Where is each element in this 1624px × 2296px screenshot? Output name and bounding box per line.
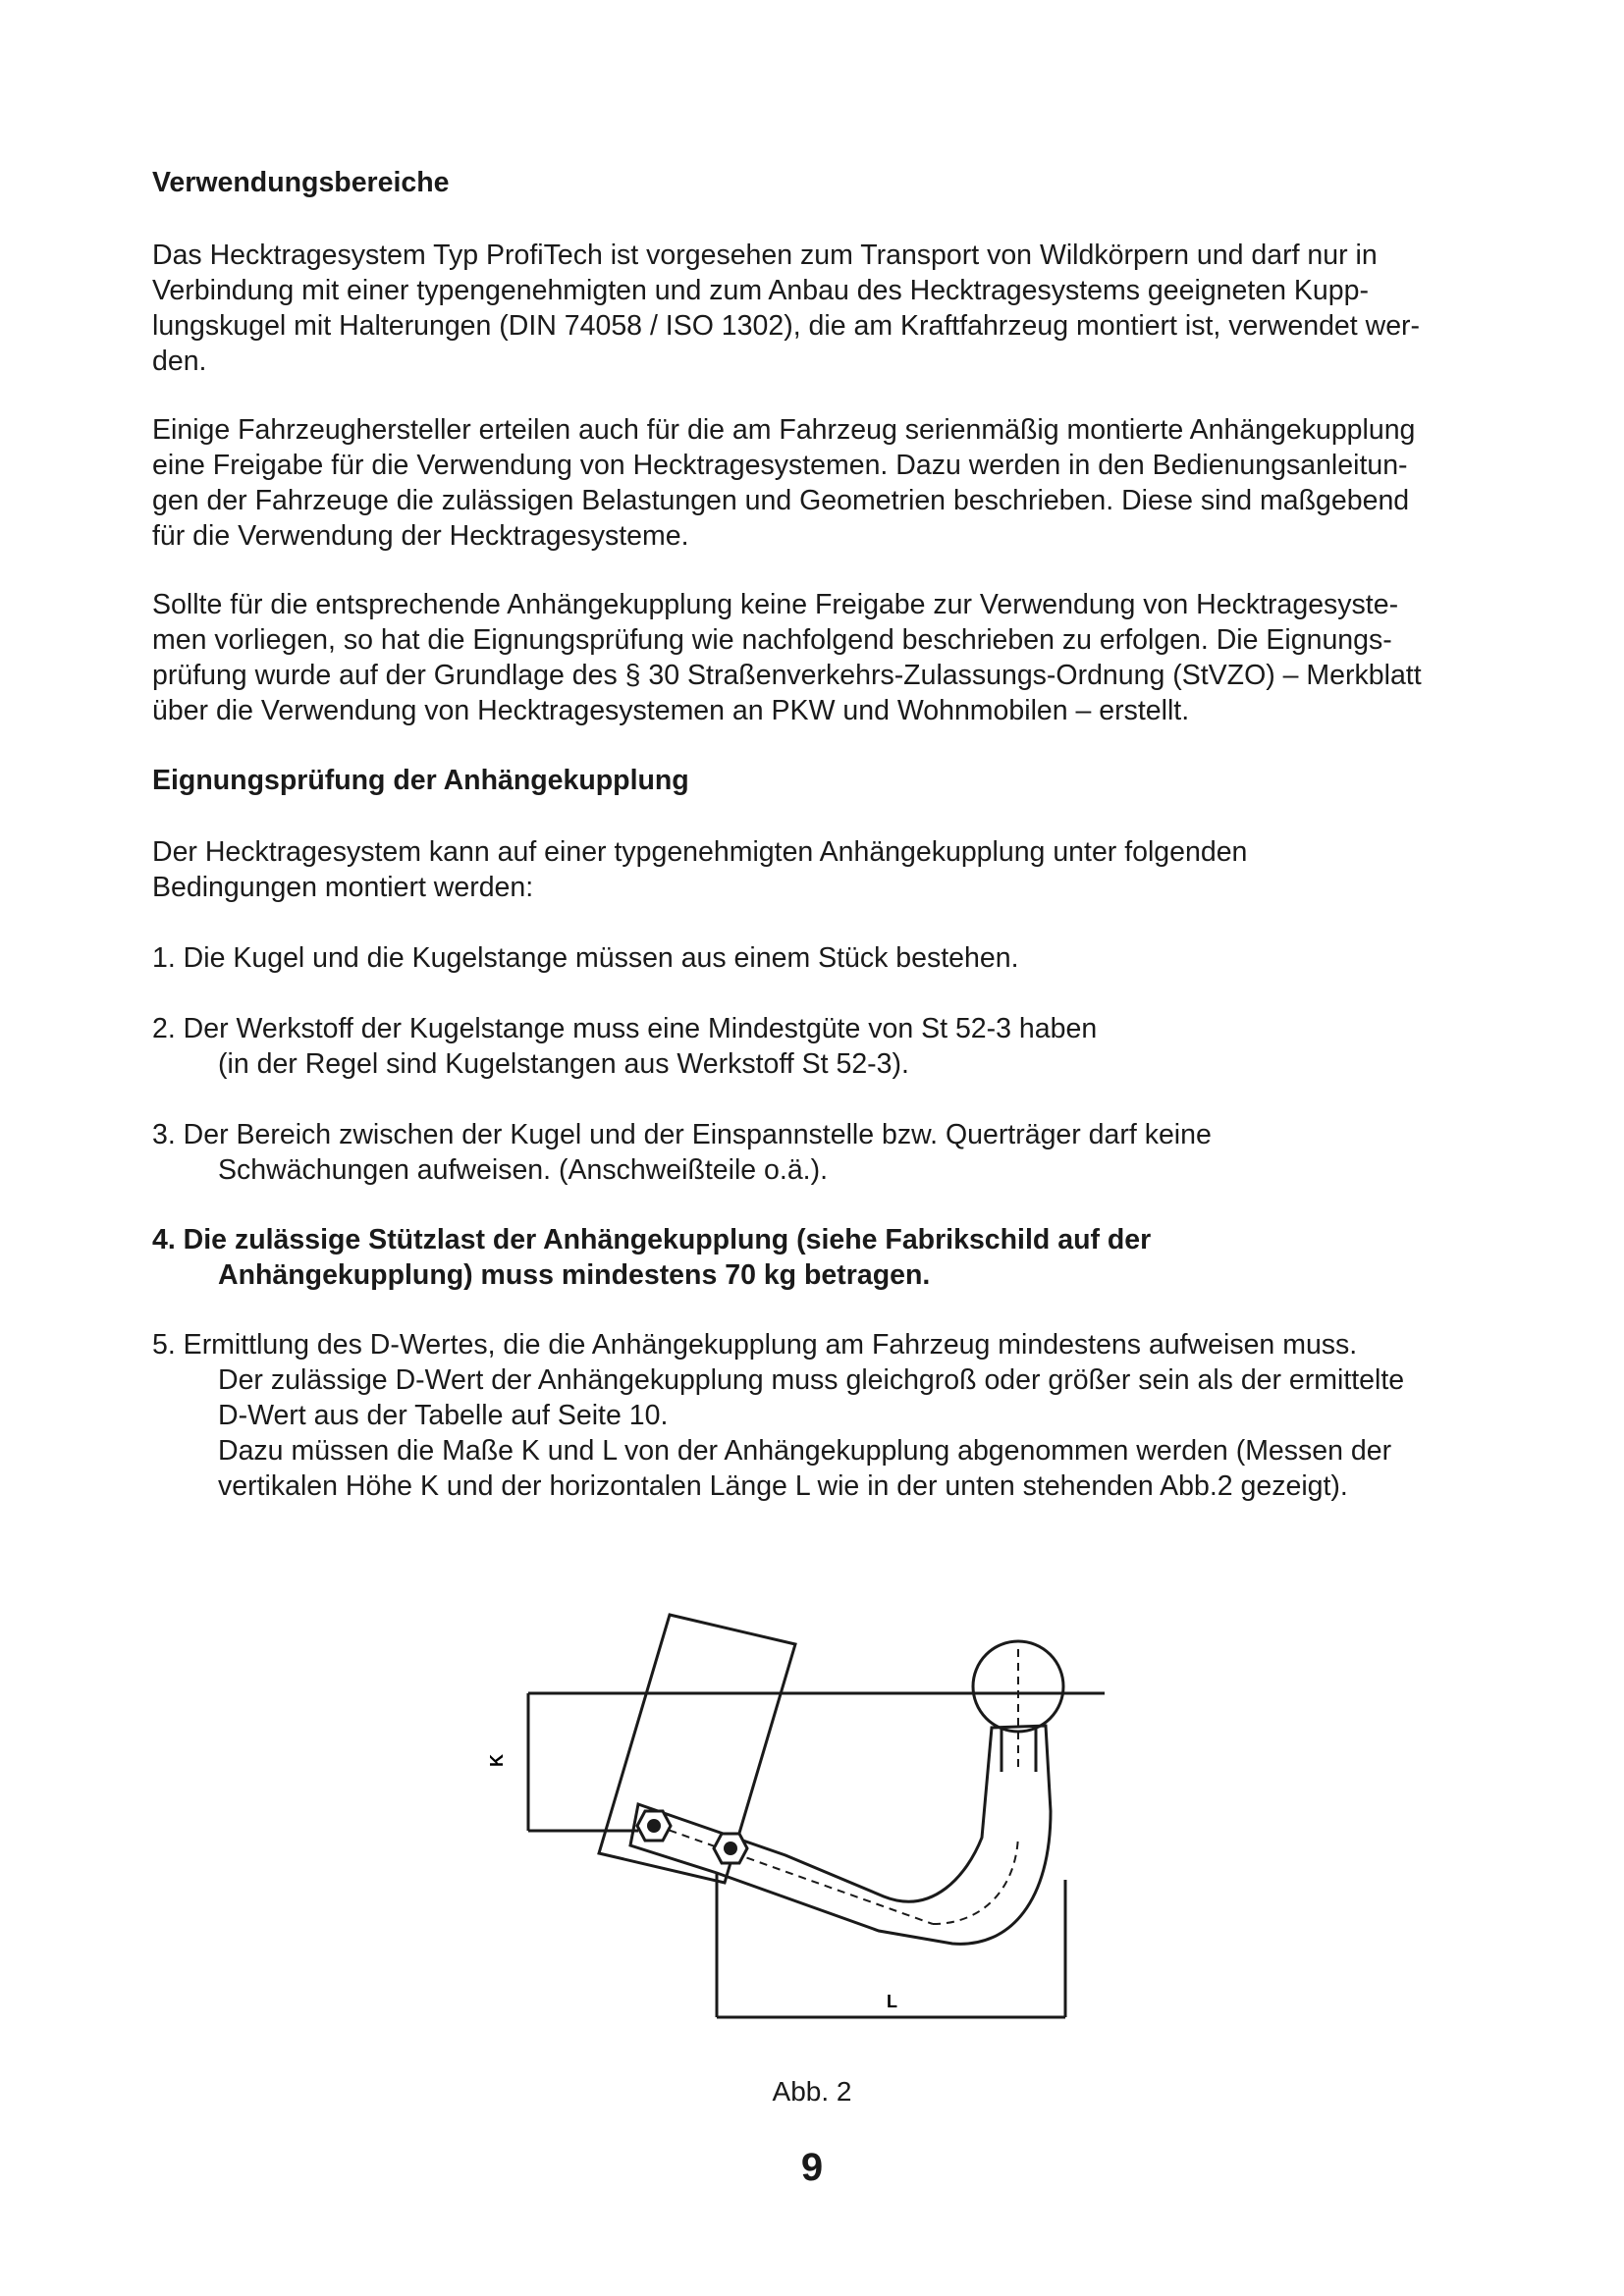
list-item: [152, 1117, 1497, 1188]
list-item: [152, 940, 1497, 976]
text-line: 2. Der Werkstoff der Kugelstange muss eine Mindestgüte von St 52-3 haben: [152, 1013, 1098, 1044]
text-line: den.: [152, 346, 207, 377]
list-item: [152, 1222, 1497, 1293]
heading-eignungspruefung: Eignungsprüfung der Anhängekupplung: [152, 765, 689, 796]
text-line: 4. Die zulässige Stützlast der Anhängekupplung (siehe Fabrikschild auf der: [152, 1224, 1152, 1255]
text-line: Bedingungen montiert werden:: [152, 872, 534, 903]
text-line: 3. Der Bereich zwischen der Kugel und der Einspannstelle bzw. Querträger darf keine: [152, 1119, 1212, 1150]
text-line: vertikalen Höhe K und der horizontalen Länge L wie in der unten stehenden Abb.2 gezeigt).: [218, 1470, 1348, 1502]
text-line: gen der Fahrzeuge die zulässigen Belastungen und Geometrien beschrieben. Diese sind maßgebend: [152, 485, 1410, 516]
text-line: Das Hecktragesystem Typ ProfiTech ist vorgesehen zum Transport von Wildkörpern und darf nur in: [152, 240, 1378, 271]
text-line: Der zulässige D-Wert der Anhängekupplung muss gleichgroß oder größer sein als der ermittelte: [218, 1364, 1405, 1396]
tow-hitch-diagram: [487, 1610, 1139, 2042]
coupling-arm: [630, 1726, 1051, 1944]
text-line: prüfung wurde auf der Grundlage des § 30 Straßenverkehrs-Zulassungs-Ordnung (StVZO) – Merkblatt: [152, 660, 1422, 691]
text-line: Schwächungen aufweisen. (Anschweißteile o.ä.).: [218, 1154, 829, 1186]
text-line: men vorliegen, so hat die Eignungsprüfung wie nachfolgend beschrieben zu erfolgen. Die Eignungs-: [152, 624, 1392, 656]
text-line: für die Verwendung der Hecktragesysteme.: [152, 520, 689, 552]
tow-hitch-drawing: [487, 1610, 1139, 2042]
mounting-plate: [599, 1615, 795, 1883]
list-item: [152, 1011, 1497, 1082]
list-item: [152, 1327, 1497, 1504]
text-line: Sollte für die entsprechende Anhängekupplung keine Freigabe zur Verwendung von Hecktragesyste-: [152, 589, 1399, 620]
paragraph-2: [152, 412, 1497, 554]
text-line: Einige Fahrzeughersteller erteilen auch für die am Fahrzeug serienmäßig montierte Anhängekupplung: [152, 414, 1416, 446]
text-line: (in der Regel sind Kugelstangen aus Werkstoff St 52-3).: [218, 1048, 909, 1080]
label-k: K: [487, 1754, 507, 1767]
paragraph-4: [152, 834, 1497, 905]
text-line: 5. Ermittlung des D-Wertes, die die Anhängekupplung am Fahrzeug mindestens aufweisen muss.: [152, 1329, 1358, 1361]
text-line: Dazu müssen die Maße K und L von der Anhängekupplung abgenommen werden (Messen der: [218, 1435, 1392, 1467]
text-line: über die Verwendung von Hecktragesystemen an PKW und Wohnmobilen – erstellt.: [152, 695, 1190, 726]
text-line: Verbindung mit einer typengenehmigten und zum Anbau des Hecktragesystems geeigneten Kupp-: [152, 275, 1369, 306]
paragraph-3: [152, 587, 1497, 728]
text-line: 1. Die Kugel und die Kugelstange müssen aus einem Stück bestehen.: [152, 942, 1019, 974]
text-line: lungskugel mit Halterungen (DIN 74058 / ISO 1302), die am Kraftfahrzeug montiert ist, verwendet wer-: [152, 310, 1421, 342]
heading-verwendungsbereiche: Verwendungsbereiche: [152, 167, 450, 198]
text-line: eine Freigabe für die Verwendung von Hecktragesystemen. Dazu werden in den Bedienungsanleitun-: [152, 450, 1408, 481]
page-number: 9: [800, 2146, 824, 2189]
text-line: D-Wert aus der Tabelle auf Seite 10.: [218, 1400, 669, 1431]
bolt-icon: [637, 1811, 671, 1841]
text-line: Anhängekupplung) muss mindestens 70 kg betragen.: [218, 1259, 931, 1291]
figure-caption: Abb. 2: [772, 2076, 852, 2107]
paragraph-1: [152, 238, 1497, 379]
bolt-icon: [714, 1834, 747, 1863]
text-line: Der Hecktragesystem kann auf einer typgenehmigten Anhängekupplung unter folgenden: [152, 836, 1248, 868]
label-l: L: [887, 1992, 897, 2011]
